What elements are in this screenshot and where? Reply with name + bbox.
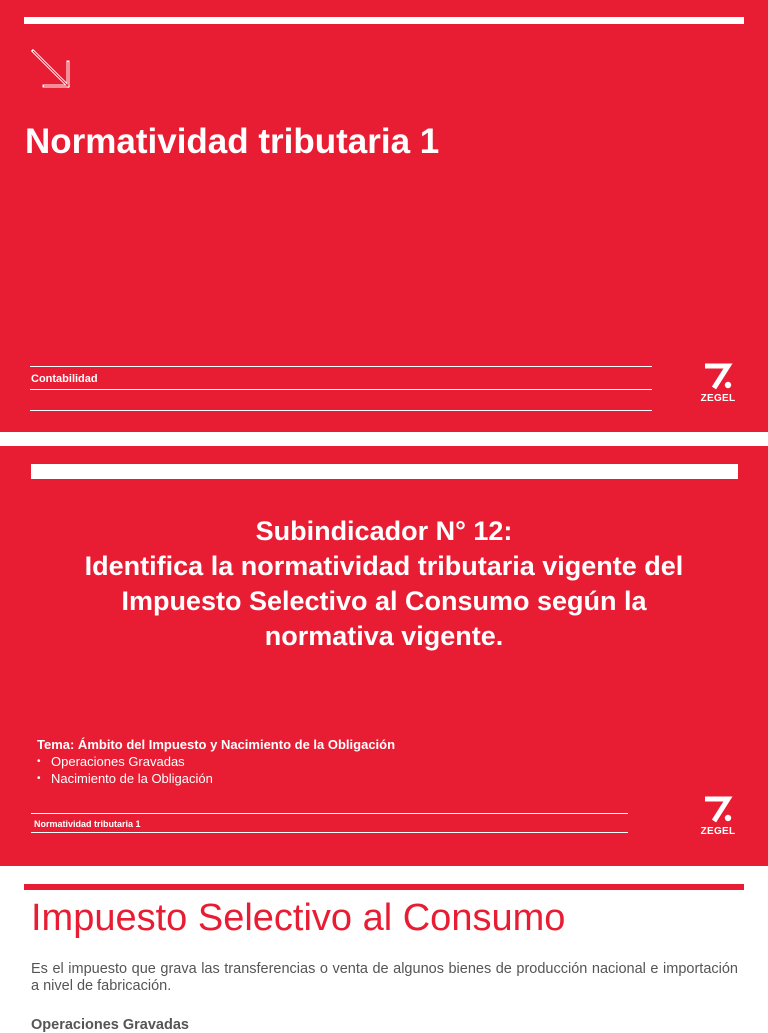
course-label: Contabilidad [31,373,98,385]
topic-list [31,753,213,787]
topic-label: Tema: Ámbito del Impuesto y Nacimiento de la Obligación [37,737,396,752]
top-bar [31,464,738,479]
list-item: • Nacimiento de la Obligación [31,770,213,787]
logo-text: ZEGEL [700,393,736,404]
divider-line [31,832,628,833]
zegel-logo [694,796,742,837]
divider-line [30,410,652,411]
heading-line: Identifica la normatividad tributaria vigente del [84,551,684,581]
footer-label: Normatividad tributaria 1 [34,819,141,829]
heading-line: Subindicador N° 12: [255,516,513,546]
zegel-logo-icon [702,796,734,824]
top-bar [24,884,744,890]
slide-subindicator [0,446,768,866]
divider-line [30,389,652,390]
divider-line [31,813,628,814]
divider-line [30,366,652,367]
zegel-logo-icon [702,363,734,391]
heading-line: Impuesto Selectivo al Consumo según la [121,586,647,616]
content-subheading: Operaciones Gravadas [31,1017,189,1033]
arrow-down-right-icon [30,48,80,98]
heading-line: normativa vigente. [264,621,504,651]
content-paragraph: Es el impuesto que grava las transferencias o venta de algunos bienes de producción nacional e importación a nivel de fabricación. [31,961,738,994]
cover-title: Normatividad tributaria 1 [25,122,440,161]
list-item: • Operaciones Gravadas [31,753,213,770]
content-title: Impuesto Selectivo al Consumo [31,897,566,939]
top-bar [24,17,744,24]
subindicator-heading [0,514,768,654]
slide-cover [0,0,768,432]
zegel-logo [694,363,742,404]
slide-content [0,866,768,1033]
logo-text: ZEGEL [700,826,736,837]
